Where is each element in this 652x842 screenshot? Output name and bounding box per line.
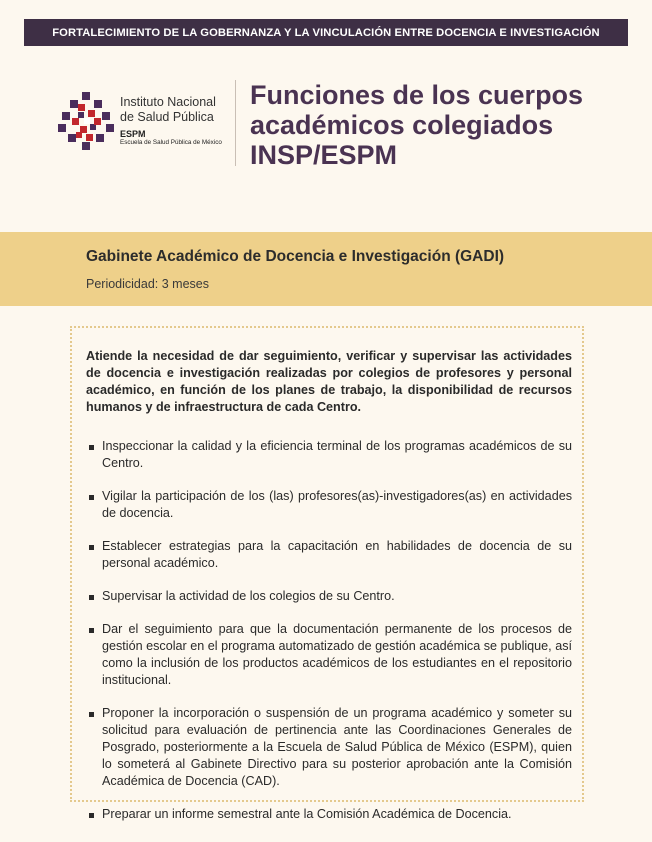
bullet-icon (89, 595, 94, 600)
insp-logo (58, 92, 228, 152)
page-title: Funciones de los cuerpos académicos colegiados INSP/ESPM (250, 80, 584, 170)
committee-band (0, 232, 652, 306)
logo-org-name: Instituto Nacional de Salud Pública (120, 95, 216, 124)
functions-list (86, 438, 572, 839)
list-item (86, 806, 572, 823)
header-banner: FORTALECIMIENTO DE LA GOBERNANZA Y LA VINCULACIÓN ENTRE DOCENCIA E INVESTIGACIÓN (24, 19, 628, 46)
list-item (86, 621, 572, 689)
committee-name: Gabinete Académico de Docencia e Investigación (GADI) (86, 248, 505, 265)
list-item (86, 438, 572, 472)
committee-periodicity: Periodicidad: 3 meses (86, 277, 209, 291)
committee-intro: Atiende la necesidad de dar seguimiento, verificar y supervisar las actividades de docencia e investigación realizadas por colegios de profesores y personal académico, en función de los planes de trabajo, la disponibilidad de recursos humanos y de infraestructura de cada Centro. (86, 349, 572, 414)
list-item-text: Supervisar la actividad de los colegios de su Centro. (102, 589, 395, 603)
list-item-text: Vigilar la participación de los (las) profesores(as)-investigadores(as) en actividades de docencia. (102, 489, 572, 520)
header-band (0, 0, 652, 46)
logo-abbreviation: ESPM (120, 129, 146, 139)
bullet-icon (89, 495, 94, 500)
list-item (86, 588, 572, 605)
list-item-text: Dar el seguimiento para que la documentación permanente de los procesos de gestión escolar en el programa automatizado de gestión académica se publique, así como la inclusión de los productos académicos de los estudiantes en el repositorio institucional. (102, 622, 572, 687)
list-item-text: Establecer estrategias para la capacitación en habilidades de docencia de su personal académico. (102, 539, 572, 570)
list-item-text: Inspeccionar la calidad y la eficiencia terminal de los programas académicos de su Centro. (102, 439, 572, 470)
logo-subtitle: Escuela de Salud Pública de México (120, 139, 222, 146)
title-divider (235, 80, 236, 166)
bullet-icon (89, 628, 94, 633)
list-item-text: Proponer la incorporación o suspensión de un programa académico y someter su solicitud para evaluación de pertinencia ante las Coordinaciones Generales de Posgrado, posteriormente a la Escuela de Salud Pública de México (ESPM), quien lo someterá al Gabinete Directivo para su posterior aprobación ante la Comisión Académica de Docencia (CAD). (102, 706, 572, 788)
bullet-icon (89, 712, 94, 717)
list-item-text: Preparar un informe semestral ante la Comisión Académica de Docencia. (102, 807, 512, 821)
insp-emblem-icon (58, 92, 116, 150)
list-item (86, 705, 572, 790)
bullet-icon (89, 545, 94, 550)
bullet-icon (89, 813, 94, 818)
list-item (86, 538, 572, 572)
list-item (86, 488, 572, 522)
bullet-icon (89, 445, 94, 450)
